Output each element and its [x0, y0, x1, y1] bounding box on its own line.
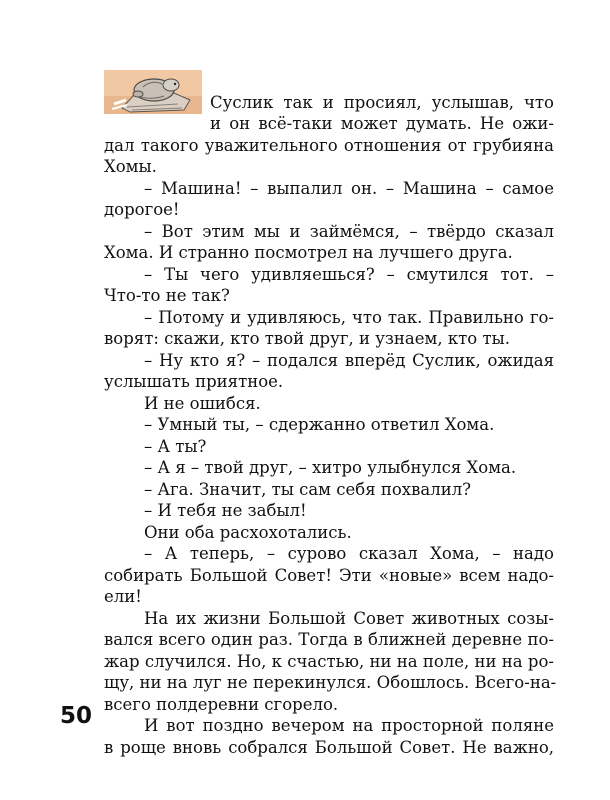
- text-line: Хомы.: [104, 157, 157, 176]
- text-line: – Ну кто я? – подался вперёд Суслик, ожидая: [144, 351, 554, 370]
- text-line: дорогое!: [104, 200, 180, 219]
- text-line: щу, ни на луг не перекинулся. Обошлось. Всего-на-: [104, 673, 557, 692]
- text-line: Хома. И странно посмотрел на лучшего друга.: [104, 243, 513, 262]
- text-line: – Умный ты, – сдержанно ответил Хома.: [144, 415, 495, 434]
- text-line: И вот поздно вечером на просторной поляне: [144, 716, 554, 735]
- text-line: – Ага. Значит, ты сам себя похвалил?: [144, 480, 472, 499]
- text-line: – Машина! – выпалил он. – Машина – самое: [144, 179, 554, 198]
- text-line: – Потому и удивляюсь, что так. Правильно го-: [144, 308, 554, 327]
- text-line: – А теперь, – сурово сказал Хома, – надо: [144, 544, 554, 563]
- text-line: ели!: [104, 587, 142, 606]
- text-line: Они оба расхохотались.: [144, 523, 352, 542]
- text-line: И не ошибся.: [144, 394, 261, 413]
- text-line: – И тебя не забыл!: [144, 501, 307, 520]
- text-line: На их жизни Большой Совет животных созы-: [144, 609, 554, 628]
- text-line: Суслик так и просиял, услышав, что: [210, 93, 554, 112]
- text-line: ворят: скажи, кто твой друг, и узнаем, кто ты.: [104, 329, 510, 348]
- text-line: и он всё-таки может думать. Не ожи-: [210, 114, 554, 133]
- text-line: в роще вновь собрался Большой Совет. Не важно,: [104, 738, 554, 757]
- hamster-illustration: [104, 70, 202, 114]
- text-line: дал такого уважительного отношения от грубияна: [104, 136, 554, 155]
- text-line: всего полдеревни сгорело.: [104, 695, 339, 714]
- chapter-illustration: [104, 70, 202, 114]
- page-number: 50: [60, 703, 93, 729]
- text-line: – Вот этим мы и займёмся, – твёрдо сказал: [144, 222, 554, 241]
- text-line: собирать Большой Совет! Эти «новые» всем надо-: [104, 566, 554, 585]
- text-line: жар случился. Но, к счастью, ни на поле, ни на ро-: [104, 652, 554, 671]
- text-line: – А ты?: [144, 437, 207, 456]
- text-line: Что-то не так?: [104, 286, 230, 305]
- text-line: – Ты чего удивляешься? – смутился тот. –: [144, 265, 554, 284]
- text-line: вался всего один раз. Тогда в ближней деревне по-: [104, 630, 554, 649]
- text-line: услышать приятное.: [104, 372, 284, 391]
- text-line: – А я – твой друг, – хитро улыбнулся Хома.: [144, 458, 517, 477]
